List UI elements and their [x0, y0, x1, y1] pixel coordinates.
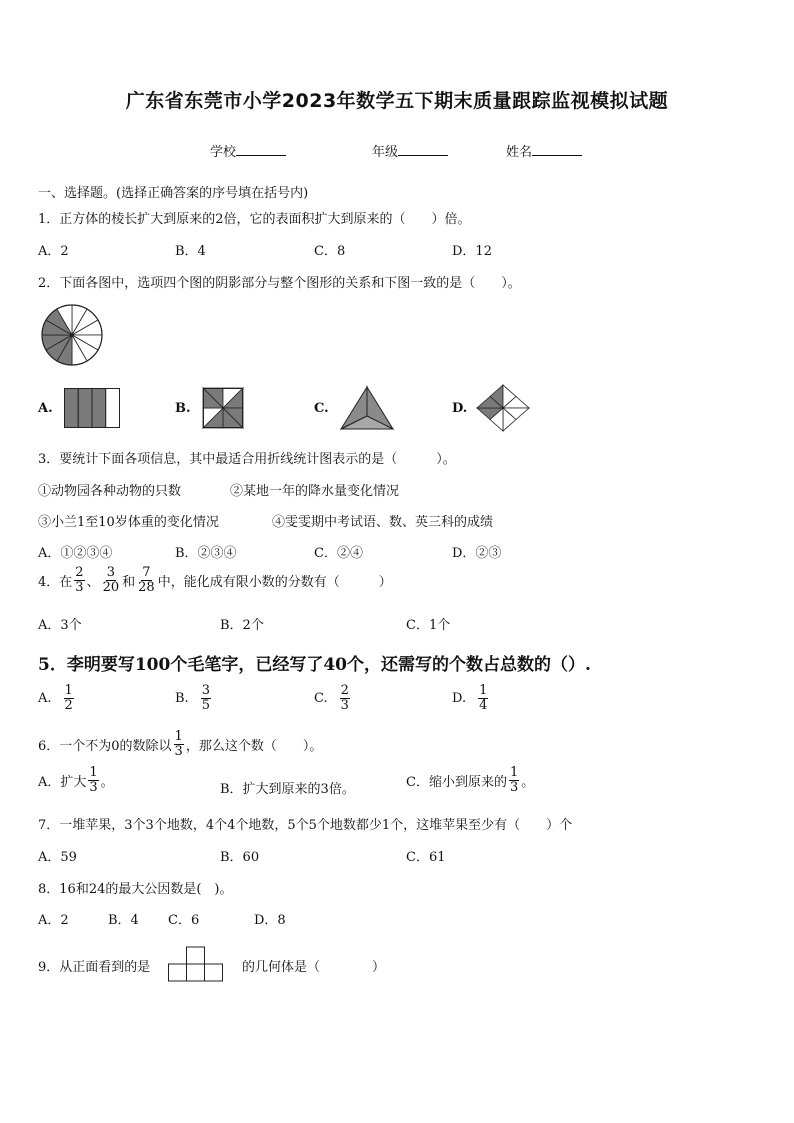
fraction-denominator: 2 [64, 698, 73, 713]
q6-prefix: 6．一个不为0的数除以 [38, 739, 172, 754]
q3-item-2: ②某地一年的降水量变化情况 [230, 484, 400, 499]
q6-option-c-fraction [509, 766, 519, 795]
q3-option-c: C．②④ [314, 546, 363, 561]
name-label: 姓名 [506, 145, 533, 160]
q3-option-b: B．②③④ [175, 546, 237, 561]
q6-option-a-fraction [88, 766, 98, 795]
q4-fraction-1 [74, 566, 84, 595]
q5-label-d: D. [452, 691, 467, 706]
q3-option-d: D．②③ [452, 546, 502, 561]
q1-option-b: B．4 [175, 244, 206, 259]
q3-item-4: ④雯雯期中考试语、数、英三科的成绩 [272, 515, 494, 530]
q5-fraction-c [340, 684, 350, 713]
fraction-numerator: 3 [201, 683, 210, 698]
q6-option-c-end: 。 [521, 775, 535, 790]
reference-circle-figure [41, 304, 103, 366]
section-heading: 一、选择题。(选择正确答案的序号填在括号内) [38, 186, 309, 201]
grade-label: 年级 [372, 145, 399, 160]
fraction-numerator: 1 [174, 729, 183, 744]
q6-option-a [38, 766, 114, 795]
grade-blank [398, 143, 448, 156]
fraction-numerator: 1 [89, 765, 98, 780]
school-label: 学校 [210, 145, 237, 160]
q2-label-a: A. [38, 401, 53, 416]
q2-option-d-figure [476, 384, 530, 432]
q5-fraction-d [478, 684, 488, 713]
q5-label-a: A. [38, 691, 52, 706]
q4-option-c: C．1个 [406, 618, 451, 633]
name-field [506, 141, 582, 160]
q4-suffix: 中，能化成有限小数的分数有（ ） [157, 575, 392, 590]
q7-option-c: C．61 [406, 850, 446, 865]
question-9-suffix: 的几何体是（ ） [242, 960, 386, 975]
fraction-denominator: 4 [479, 698, 488, 713]
fraction-denominator: 3 [89, 780, 98, 795]
question-6 [38, 730, 322, 759]
q4-fraction-3 [137, 566, 156, 595]
q5-fraction-b [201, 684, 211, 713]
question-5: 5．李明要写100个毛笔字，已经写了40个，还需写的个数占总数的（）. [38, 655, 591, 675]
fraction-denominator: 3 [174, 744, 183, 759]
question-8: 8．16和24的最大公因数是( )。 [38, 882, 233, 897]
question-1: 1．正方体的棱长扩大到原来的2倍，它的表面积扩大到原来的（ ）倍。 [38, 212, 471, 227]
school-field [210, 141, 286, 160]
q8-option-a: A．2 [38, 913, 69, 928]
fraction-numerator: 3 [106, 565, 115, 580]
fraction-denominator: 5 [201, 698, 210, 713]
q5-label-c: C. [314, 691, 328, 706]
q1-option-d: D．12 [452, 244, 492, 259]
q7-option-a: A．59 [38, 850, 77, 865]
fraction-numerator: 7 [142, 565, 151, 580]
fraction-numerator: 2 [340, 683, 349, 698]
q2-label-b: B. [175, 401, 191, 416]
q5-option-b [175, 684, 213, 713]
question-2: 2．下面各图中，选项四个图的阴影部分与整个图形的关系和下图一致的是（ ）。 [38, 276, 521, 291]
q4-option-b: B．2个 [220, 618, 264, 633]
fraction-denominator: 20 [102, 580, 120, 595]
q6-option-a-end: 。 [100, 775, 114, 790]
q2-label-d: D. [452, 401, 468, 416]
question-3: 3．要统计下面各项信息，其中最适合用折线统计图表示的是（ ）。 [38, 452, 456, 467]
question-9-prefix: 9．从正面看到的是 [38, 960, 151, 975]
q6-option-c-text: C．缩小到原来的 [406, 775, 507, 790]
q5-option-a [38, 684, 76, 713]
q6-fraction [174, 730, 184, 759]
q8-option-d: D．8 [254, 913, 286, 928]
q4-prefix: 4．在 [38, 575, 73, 590]
q4-separator-2: 和 [122, 575, 136, 590]
q6-option-a-text: A．扩大 [38, 775, 87, 790]
fraction-denominator: 3 [509, 780, 519, 795]
question-4 [38, 566, 392, 595]
q6-option-c [406, 766, 534, 795]
q2-option-c-figure [340, 386, 394, 430]
fraction-numerator: 1 [479, 683, 488, 698]
q5-fraction-a [64, 684, 74, 713]
q1-option-c: C．8 [314, 244, 346, 259]
fraction-numerator: 1 [64, 683, 73, 698]
q4-option-a: A．3个 [38, 618, 82, 633]
fraction-denominator: 3 [75, 580, 84, 595]
q4-separator-1: 、 [86, 575, 100, 590]
fraction-numerator: 1 [509, 765, 519, 780]
q5-option-c [314, 684, 352, 713]
q3-item-1: ①动物园各种动物的只数 [38, 484, 182, 499]
q2-option-b-figure [203, 388, 243, 428]
q2-label-c: C. [314, 401, 329, 416]
q6-option-b: B．扩大到原来的3倍。 [220, 782, 355, 797]
question-7: 7．一堆苹果，3个3个地数，4个4个地数，5个5个地数都少1个，这堆苹果至少有（ ）个 [38, 818, 573, 833]
q3-option-a: A．①②③④ [38, 546, 113, 561]
q5-option-d [452, 684, 490, 713]
school-blank [236, 143, 286, 156]
q7-option-b: B．60 [220, 850, 260, 865]
q5-label-b: B. [175, 691, 189, 706]
q8-option-b: B．4 [108, 913, 139, 928]
page-title: 广东省东莞市小学2023年数学五下期末质量跟踪监视模拟试题 [125, 90, 669, 112]
q6-suffix: ，那么这个数（ ）。 [185, 739, 323, 754]
fraction-denominator: 3 [340, 698, 349, 713]
fraction-numerator: 2 [75, 565, 84, 580]
q4-fraction-2 [102, 566, 121, 595]
fraction-denominator: 28 [138, 580, 155, 595]
grade-field [372, 141, 448, 160]
q9-front-view-figure [168, 946, 224, 982]
q8-option-c: C．6 [168, 913, 200, 928]
q1-option-a: A．2 [38, 244, 69, 259]
name-blank [532, 143, 582, 156]
q3-item-3: ③小兰1至10岁体重的变化情况 [38, 515, 219, 530]
q2-option-a-figure [64, 388, 120, 428]
